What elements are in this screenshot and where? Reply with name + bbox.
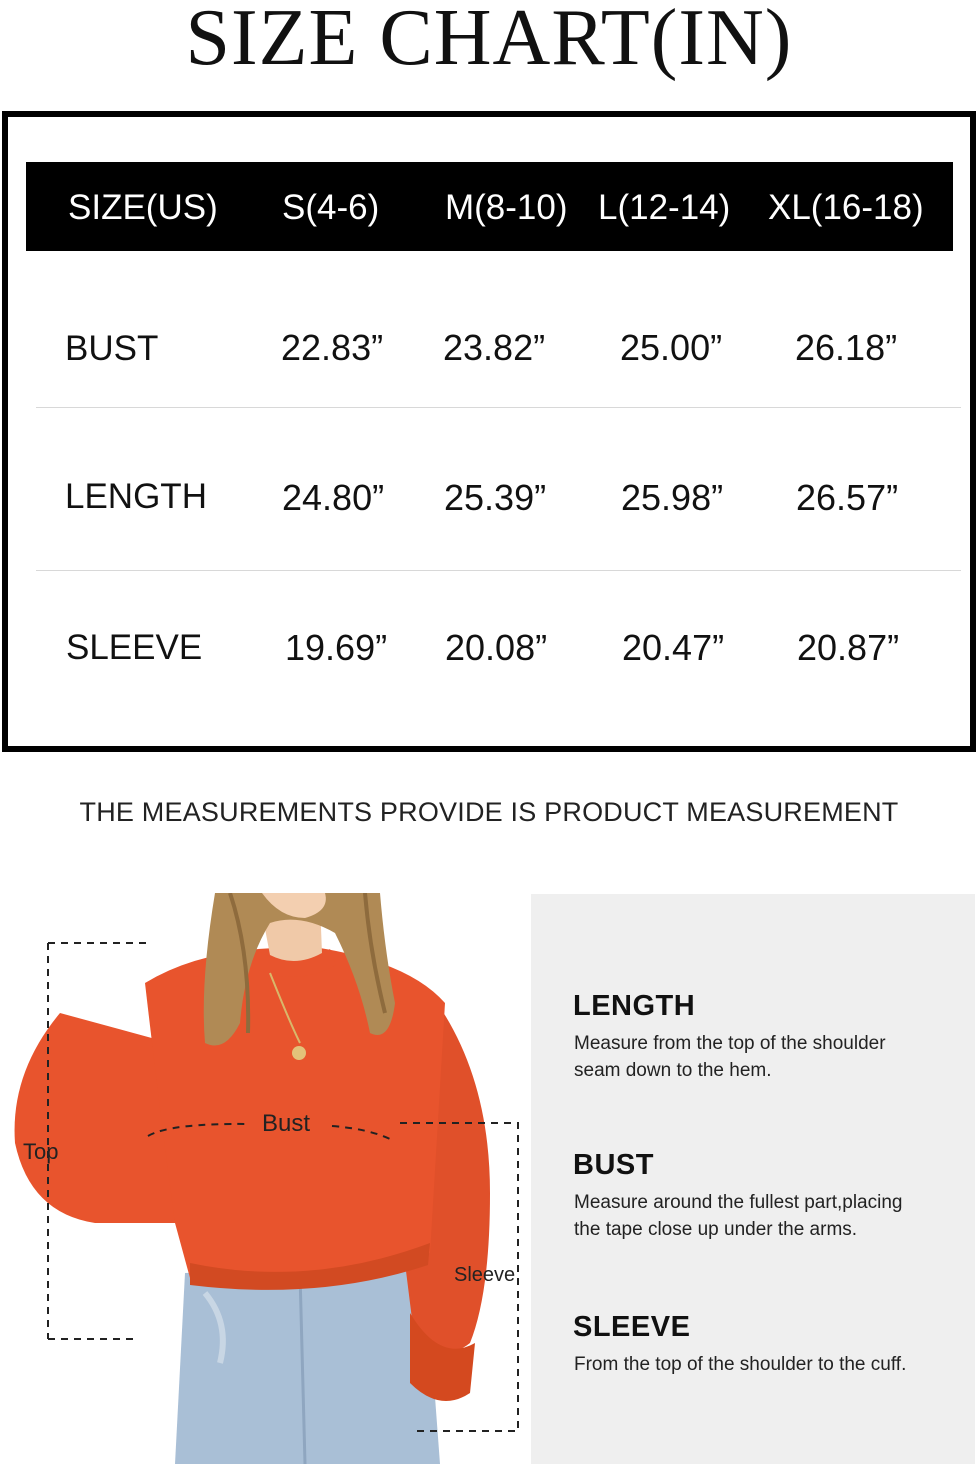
product-photo bbox=[0, 893, 528, 1464]
table-cell: 20.87” bbox=[797, 627, 900, 668]
instruction-desc-sleeve-line1: From the top of the shoulder to the cuff. bbox=[574, 1354, 907, 1375]
instruction-desc-length-line1: Measure from the top of the shoulder bbox=[574, 1033, 886, 1054]
row-label-length: LENGTH bbox=[65, 477, 207, 516]
table-cell: 24.80” bbox=[282, 477, 385, 518]
table-cell: 20.47” bbox=[622, 627, 725, 668]
table-cell: 22.83” bbox=[281, 327, 384, 368]
table-cell: 25.00” bbox=[620, 327, 723, 368]
table-cell: 25.98” bbox=[621, 477, 724, 518]
table-cell: 19.69” bbox=[285, 627, 388, 668]
table-cell: 23.82” bbox=[443, 327, 546, 368]
header-xl: XL(16-18) bbox=[768, 188, 924, 227]
measurement-note: THE MEASUREMENTS PROVIDE IS PRODUCT MEASUREMENT bbox=[79, 797, 899, 827]
row-label-sleeve: SLEEVE bbox=[66, 628, 203, 667]
instruction-desc-bust-line2: the tape close up under the arms. bbox=[574, 1219, 858, 1240]
header-l: L(12-14) bbox=[598, 188, 731, 227]
instruction-desc-bust-line1: Measure around the fullest part,placing bbox=[574, 1192, 903, 1213]
table-cell: 26.57” bbox=[796, 477, 899, 518]
table-cell: 20.08” bbox=[445, 627, 548, 668]
table-cell: 26.18” bbox=[795, 327, 898, 368]
top-measure-label: Top bbox=[23, 1139, 59, 1164]
header-size-us: SIZE(US) bbox=[68, 188, 218, 227]
header-m: M(8-10) bbox=[445, 188, 568, 227]
bust-measure-label: Bust bbox=[262, 1110, 311, 1137]
instruction-title-bust: BUST bbox=[573, 1149, 654, 1181]
sleeve-measure-label: Sleeve bbox=[454, 1264, 516, 1286]
header-s: S(4-6) bbox=[282, 188, 380, 227]
instruction-title-sleeve: SLEEVE bbox=[573, 1311, 691, 1343]
row-divider bbox=[36, 407, 961, 408]
row-divider bbox=[36, 570, 961, 571]
row-label-bust: BUST bbox=[65, 329, 159, 368]
table-cell: 25.39” bbox=[444, 477, 547, 518]
instruction-desc-length-line2: seam down to the hem. bbox=[574, 1060, 772, 1081]
sweater-model-illustration bbox=[0, 893, 528, 1464]
page-title: SIZE CHART(IN) bbox=[185, 0, 793, 82]
instruction-title-length: LENGTH bbox=[573, 990, 696, 1022]
